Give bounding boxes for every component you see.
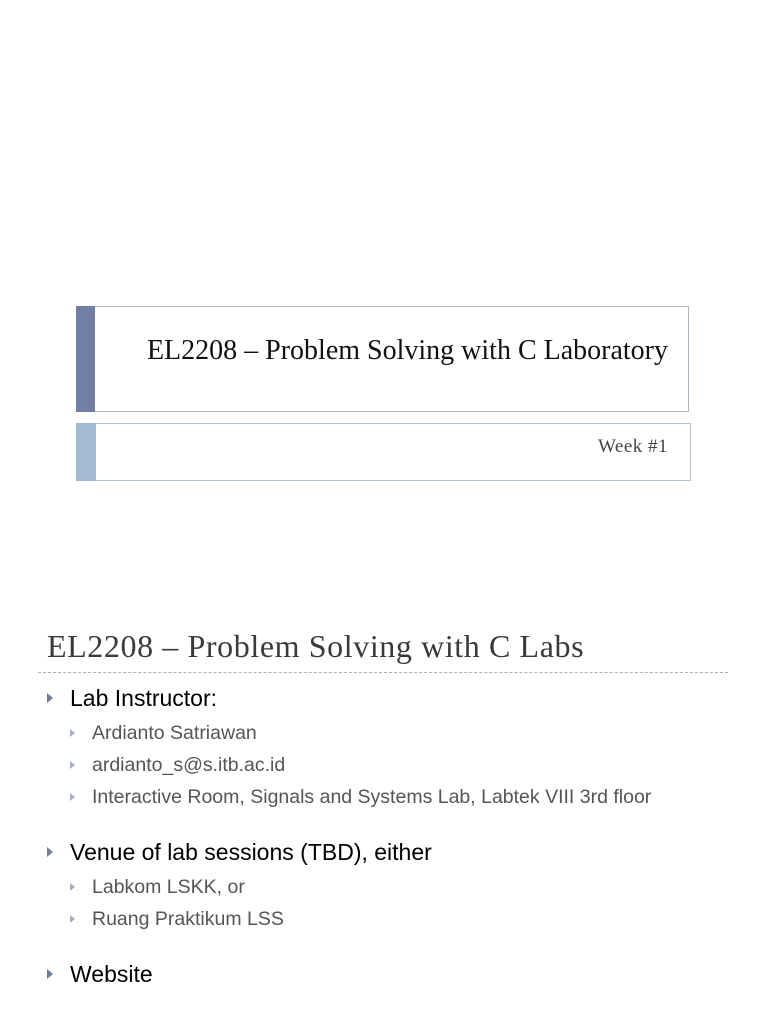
bullet-text: Interactive Room, Signals and Systems Lab, Labtek VIII 3rd floor <box>92 786 652 808</box>
slide-title: EL2208 – Problem Solving with C Laboratory <box>146 335 668 366</box>
slide-subtitle: Week #1 <box>597 436 668 457</box>
sub-bullet-arrow-icon <box>70 761 75 769</box>
title-box <box>76 306 689 412</box>
bullet-arrow-icon <box>47 969 53 979</box>
bullet-level2 <box>70 906 727 932</box>
bullet-level2 <box>70 784 727 810</box>
bullet-arrow-icon <box>47 847 53 857</box>
bullet-level2 <box>70 874 727 900</box>
section-website <box>47 958 727 990</box>
bullet-text: Ardianto Satriawan <box>92 722 257 744</box>
bullet-arrow-icon <box>47 693 53 703</box>
bullet-text: Lab Instructor: <box>70 685 218 711</box>
bullet-text: Website <box>70 961 153 987</box>
content-slide <box>0 600 768 1024</box>
sub-bullet-arrow-icon <box>70 729 75 737</box>
bullet-level1 <box>47 836 727 868</box>
bullet-content <box>47 682 727 1016</box>
title-divider <box>38 672 728 673</box>
sub-bullet-arrow-icon <box>70 883 75 891</box>
bullet-level2 <box>70 752 727 778</box>
content-slide-title: EL2208 – Problem Solving with C Labs <box>47 628 585 664</box>
sub-bullet-arrow-icon <box>70 915 75 923</box>
bullet-level2 <box>70 720 727 746</box>
bullet-text: Venue of lab sessions (TBD), either <box>70 839 432 865</box>
bullet-text: Ruang Praktikum LSS <box>92 908 284 930</box>
bullet-text: Labkom LSKK, or <box>92 876 245 898</box>
section-venue <box>47 836 727 932</box>
bullet-level1 <box>47 682 727 714</box>
bullet-text: ardianto_s@s.itb.ac.id <box>92 754 286 776</box>
sub-bullet-arrow-icon <box>70 793 75 801</box>
section-lab-instructor <box>47 682 727 810</box>
subtitle-accent-bar <box>76 423 96 481</box>
bullet-level1 <box>47 958 727 990</box>
subtitle-box <box>76 423 691 481</box>
title-accent-bar <box>76 306 95 412</box>
